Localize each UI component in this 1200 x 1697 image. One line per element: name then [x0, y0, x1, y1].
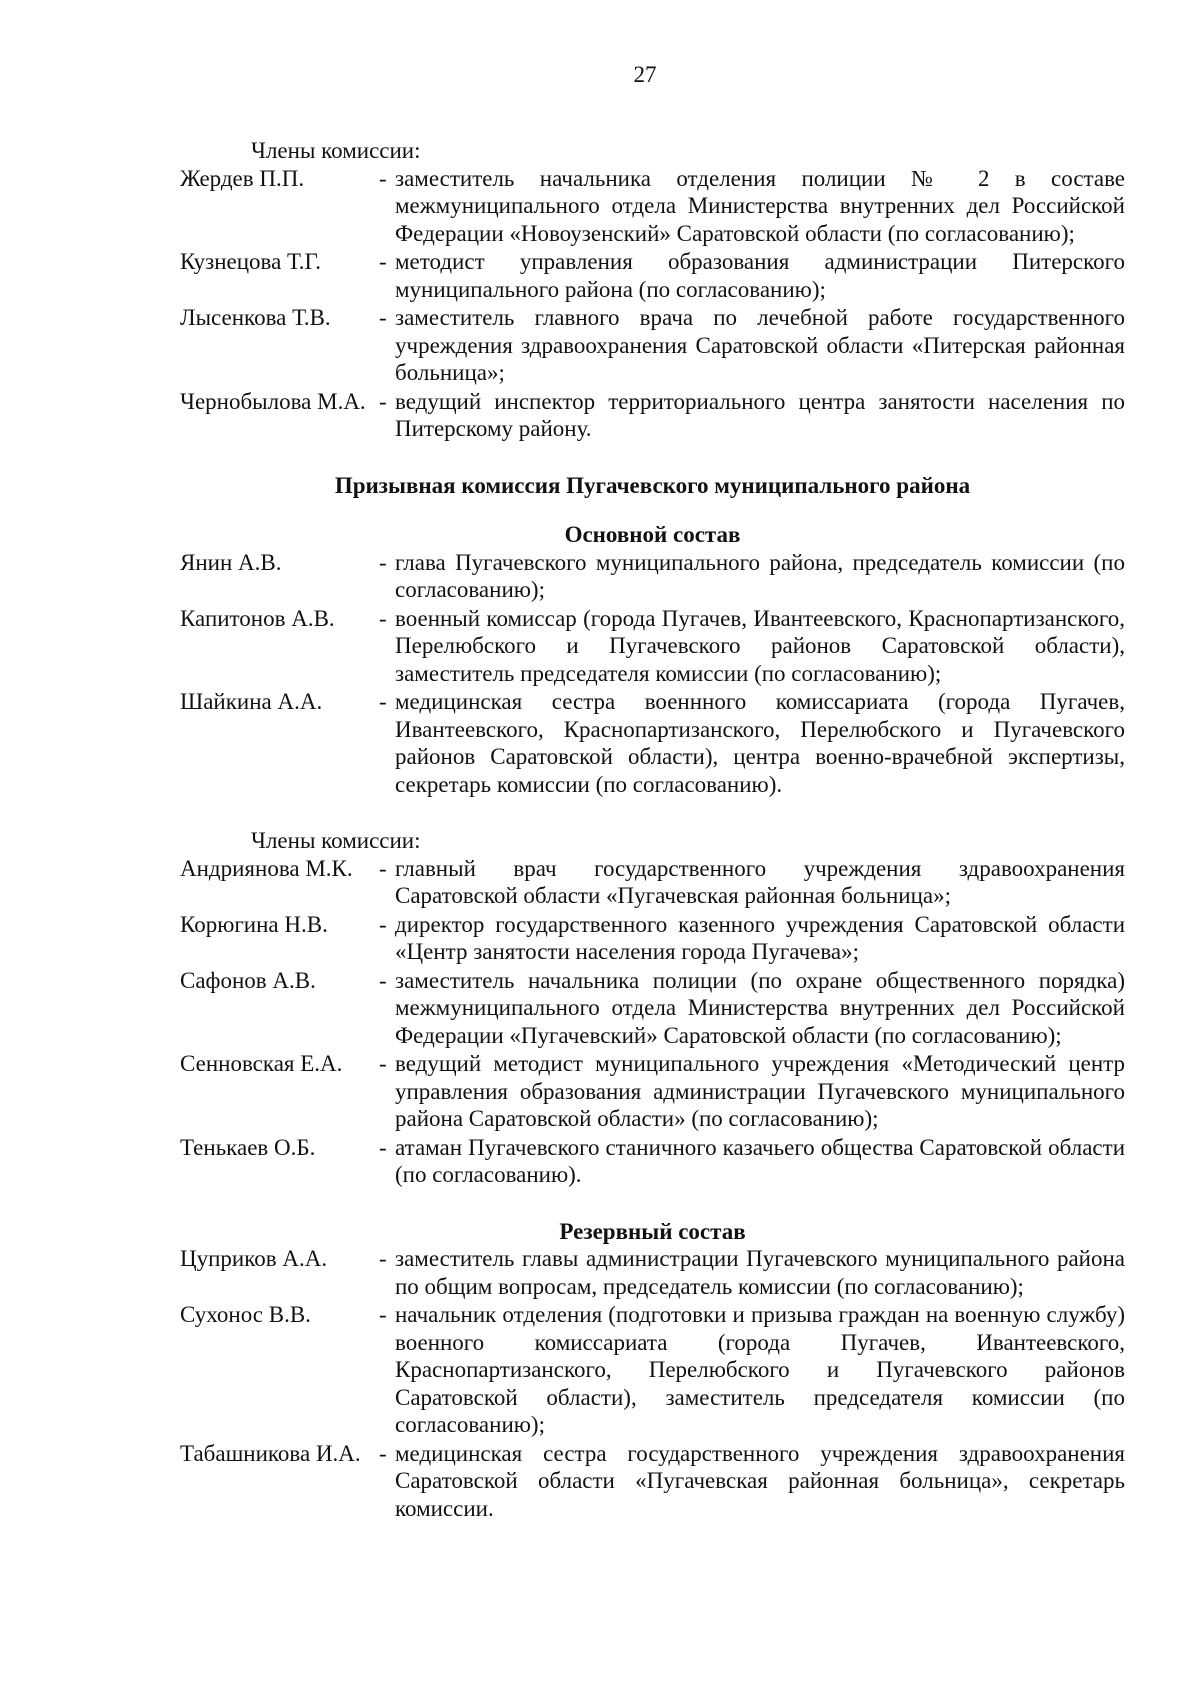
member-role: заместитель начальника полиции (по охране общественного порядка) межмуниципального отдела Министерства внутренних дел Российской Федерации «Пугачевский» Саратовской области (по согласованию); [395, 967, 1125, 1048]
members-label: Члены комиссии: [251, 828, 421, 853]
member-role: военный комиссар (города Пугачев, Ивантеевского, Краснопартизанского, Перелюбского и Пугачевского районов Саратовской области), заместитель председателя комиссии (по согласованию); [395, 605, 1125, 686]
member-name: Кузнецова Т.Г. [180, 249, 321, 274]
dash: - [379, 305, 387, 330]
member-role: главный врач государственного учреждения здравоохранения Саратовской области «Пугачевская районная больница»; [395, 855, 1125, 908]
document-body [180, 137, 1125, 1523]
dash: - [379, 1134, 387, 1160]
member-name: Табашникова И.А. [180, 1440, 361, 1466]
reserve-composition-list [180, 1245, 1125, 1522]
dash: - [379, 605, 387, 631]
list-item [180, 549, 1125, 604]
member-role: методист управления образования администрации Питерского муниципального района (по согласованию); [395, 249, 1125, 302]
list-item [180, 967, 1125, 1050]
member-list [180, 855, 1125, 1189]
dash: - [379, 1302, 387, 1327]
dash: - [379, 1246, 387, 1271]
member-name: Сенновская Е.А. [180, 1051, 343, 1076]
member-name: Корюгина Н.В. [180, 911, 328, 937]
member-name: Андриянова М.К. [180, 855, 353, 881]
member-role: директор государственного казенного учреждения Саратовской области «Центр занятости населения города Пугачева»; [395, 911, 1125, 964]
member-name: Сухонос В.В. [180, 1302, 311, 1327]
list-item [180, 1050, 1125, 1133]
member-role: медицинская сестра военнного комиссариата (города Пугачев, Ивантеевского, Краснопартизанского, Перелюбского и Пугачевского районов Саратовской области), центра военно-врачебной экспертизы, секретарь комиссии (по согласованию). [395, 689, 1125, 797]
member-role: ведущий инспектор территориального центра занятости населения по Питерскому району. [395, 388, 1125, 441]
member-name: Сафонов А.В. [180, 967, 316, 993]
member-list [180, 165, 1125, 443]
member-name: Янин А.В. [180, 549, 282, 575]
dash: - [379, 165, 387, 191]
member-role: атаман Пугачевского станичного казачьего общества Саратовской области (по согласованию). [395, 1134, 1125, 1187]
list-item [180, 388, 1125, 443]
dash: - [379, 855, 387, 881]
dash: - [379, 967, 387, 993]
list-item [180, 1134, 1125, 1189]
dash: - [379, 1440, 387, 1466]
member-role: ведущий методист муниципального учреждения «Методический центр управления образования администрации Пугачевского муниципального района Саратовской области» (по согласованию); [395, 1051, 1125, 1131]
dash: - [379, 388, 387, 414]
member-role: начальник отделения (подготовки и призыва граждан на военную службу) военного комиссариата (города Пугачев, Ивантеевского, Краснопартизанского, Перелюбского и Пугачевского районов Саратовской области), заместитель председателя комиссии (по согласованию); [395, 1302, 1125, 1437]
members-label: Члены комиссии: [251, 138, 421, 163]
list-item [180, 1245, 1125, 1300]
dash: - [379, 1051, 387, 1076]
dash: - [379, 549, 387, 575]
member-name: Капитонов А.В. [180, 605, 335, 631]
section-heading-reserve: Резервный состав [559, 1218, 746, 1244]
list-item [180, 165, 1125, 248]
commission-title: Призывная комиссия Пугачевского муниципального района [334, 472, 971, 498]
member-name: Чернобылова М.А. [180, 388, 366, 414]
list-item [180, 248, 1125, 303]
member-name: Цуприков А.А. [180, 1246, 328, 1271]
member-name: Лысенкова Т.В. [180, 305, 331, 330]
main-composition-list [180, 549, 1125, 799]
list-item [180, 855, 1125, 910]
dash: - [379, 249, 387, 274]
list-item [180, 304, 1125, 387]
list-item [180, 911, 1125, 966]
member-role: заместитель начальника отделения полиции № 2 в составе межмуниципального отдела Министерства внутренних дел Российской Федерации «Новоузенский» Саратовской области (по согласованию); [395, 165, 1125, 246]
section-heading-main: Основной состав [564, 522, 741, 547]
member-name: Жердев П.П. [180, 165, 305, 191]
list-item [180, 688, 1125, 798]
page-number: 27 [633, 62, 657, 87]
dash: - [379, 689, 387, 714]
member-role: заместитель главы администрации Пугачевского муниципального района по общим вопросам, председатель комиссии (по согласованию); [395, 1246, 1125, 1299]
member-role: медицинская сестра государственного учреждения здравоохранения Саратовской области «Пугачевская районная больница», секретарь комиссии. [395, 1440, 1125, 1521]
list-item [180, 1301, 1125, 1439]
list-item [180, 1440, 1125, 1523]
member-role: заместитель главного врача по лечебной работе государственного учреждения здравоохранения Саратовской области «Питерская районная больница»; [395, 305, 1125, 385]
member-name: Тенькаев О.Б. [180, 1134, 316, 1160]
member-role: глава Пугачевского муниципального района, председатель комиссии (по согласованию); [395, 549, 1125, 602]
dash: - [379, 911, 387, 937]
list-item [180, 605, 1125, 688]
member-name: Шайкина А.А. [180, 689, 323, 714]
